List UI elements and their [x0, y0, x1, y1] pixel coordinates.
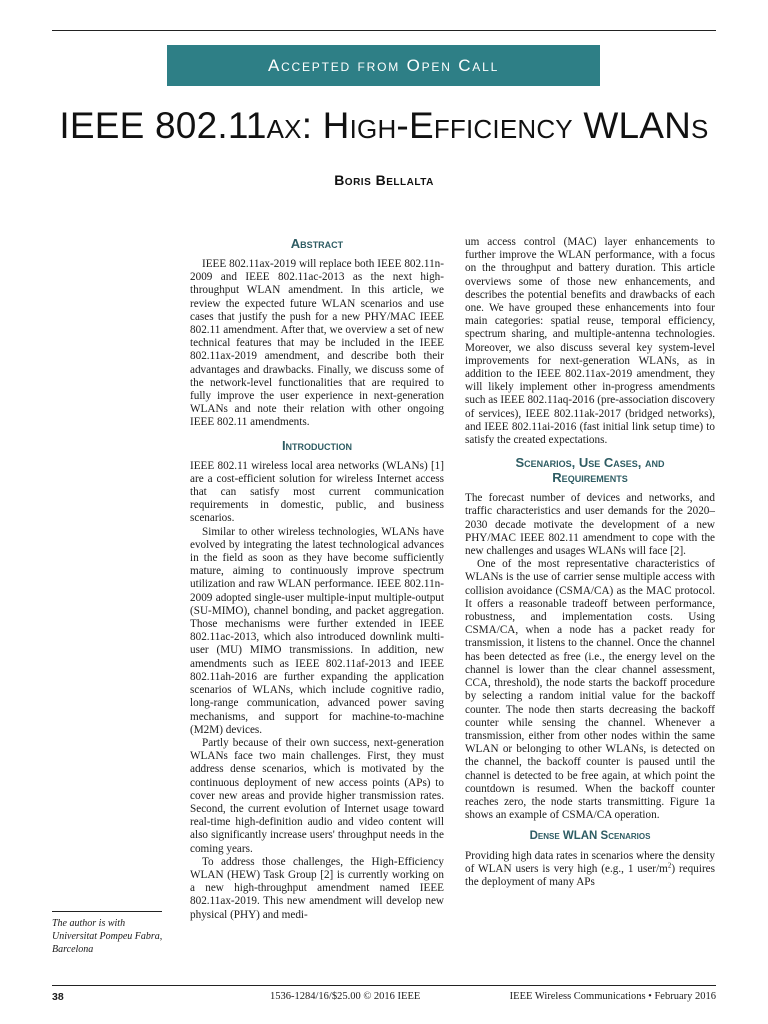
dense-text-b: ) requires the deployment of many APs — [465, 862, 716, 888]
dense-superscript: 2 — [667, 861, 672, 869]
page-number: 38 — [52, 991, 64, 1003]
top-rule — [52, 30, 716, 31]
intro-paragraph-2: Similar to other wireless technologies, WLANs have evolved by integrating the latest technological advances in the field as soon as they have become sufficiently mature, aiming to continuously improve spectrum utilization and raw WLAN performance. IEEE 802.11n-2009 adopted single-user multiple-input multiple-output (SU-MIMO), channel bonding, and packet aggregation. Those mechanisms were further extended in IEEE 802.11ac-2013, which also introduced downlink multi-user (MU) MIMO transmissions. In addition, new amendments such as IEEE 802.11af-2013 and IEEE 802.11ah-2016 are further expanding the application scenarios of WLANs, which include cognitive radio, long-range communication, advanced power saving mechanisms, and support for machine-to-machine (M2M) devices. — [190, 525, 444, 736]
abstract-heading: Abstract — [290, 236, 344, 251]
author-affiliation-note: The author is with Universitat Pompeu Fabra, Barcelona — [52, 918, 163, 955]
banner-label: Accepted from Open Call — [267, 55, 500, 75]
introduction-heading: Introduction — [281, 437, 353, 453]
scenarios-paragraph-2: One of the most representative characteristics of WLANs is the use of carrier sense multiple access with collision avoidance (CSMA/CA) as the MAC protocol. It offers a reasonable tradeoff between performance, robustness, and implementation costs. Using CSMA/CA, when a node has a packet ready for transmission, it listens to the channel. Once the channel has been detected as free (i.e., the energy level on the channel is lower than the clear channel assessment, CCA, threshold), the node starts the backoff procedure by selecting a random initial value for the backoff counter. The node then starts decreasing the backoff counter while sensing the channel. Whenever a transmission, either from other nodes within the same WLAN or belonging to other WLANs, is detected on the channel, the backoff counter is paused until the channel is detected to be free again, at which point the countdown is resumed. When the backoff counter reaches zero, the node starts transmitting. Figure 1a shows an example of CSMA/CA operation. — [465, 558, 715, 822]
dense-paragraph-1 — [465, 850, 715, 890]
intro-paragraph-3: Partly because of their own success, next-generation WLANs face two main challenges. First, they must address dense scenarios, which is motivated by the continuous deployment of new access points (APs) to cover new areas and provide higher transmission rates. Second, the current evolution of Internet usage toward real-time high-definition audio and video content will also significantly increase users' throughput needs in the coming years. — [190, 736, 444, 855]
abstract-text: IEEE 802.11ax-2019 will replace both IEEE 802.11n-2009 and IEEE 802.11ac-2013 as the next high-throughput WLAN amendment. In this article, we review the expected future WLAN scenarios and use cases that justify the push for a new PHY/MAC IEEE 802.11 amendment. After that, we overview a set of new technical features that may be included in the IEEE 802.11ax-2019 amendment, and describe both their advantages and drawbacks. Finally, we discuss some of the network-level functionalities that are required to fully improve the user experience in next-generation WLANs and note their relation with other ongoing IEEE 802.11 amendments. — [190, 258, 444, 429]
bottom-rule — [52, 985, 716, 986]
left-column — [190, 236, 444, 922]
scenarios-heading — [465, 455, 715, 485]
footnote-rule — [52, 911, 162, 912]
author-name: Boris Bellalta — [334, 172, 434, 188]
intro-paragraph-4-continued: um access control (MAC) layer enhancements to further improve the WLAN performance, with a focus on the throughput and battery duration. This article overviews some of those new enhancements, and describes the potential benefits and drawbacks of each one. We have grouped these enhancements into four main categories: spatial reuse, temporal efficiency, spectrum sharing, and multiple-antenna technologies. Moreover, we also discuss several key system-level improvements for next-generation WLANs, as in addition to the IEEE 802.11ax-2019 amendment, they will likely implement other in-progress amendments such as IEEE 802.11aq-2016 (pre-association discovery of services), IEEE 802.11ak-2017 (bridged networks), and IEEE 802.11ai-2016 (fast initial link setup time) to satisfy the created expectations. — [465, 236, 715, 447]
right-column — [465, 236, 715, 889]
dense-wlan-heading: Dense WLAN Scenarios — [529, 830, 651, 843]
scenarios-heading-line2: Requirements — [552, 470, 628, 486]
article-title: IEEE 802.11ax: High-Efficiency WLANs — [59, 105, 709, 146]
section-banner — [167, 45, 600, 86]
copyright-line: 1536-1284/16/$25.00 © 2016 IEEE — [270, 991, 421, 1002]
intro-paragraph-1: IEEE 802.11 wireless local area networks (WLANs) [1] are a cost-efficient solution for wireless Internet access that can satisfy most current communication requirements in domestic, public, and business scenarios. — [190, 459, 444, 525]
scenarios-heading-line1: Scenarios, Use Cases, and — [515, 455, 665, 471]
journal-info: IEEE Wireless Communications • February 2016 — [509, 991, 716, 1002]
intro-paragraph-4: To address those challenges, the High-Efficiency WLAN (HEW) Task Group [2] is currently working on a new high-throughput amendment named IEEE 802.11ax-2019. This new amendment will develop new physical (PHY) and medi- — [190, 855, 444, 921]
dense-text-a: Providing high data rates in scenarios where the density of WLAN users is very high (e.g., 1 user/m — [465, 849, 715, 875]
scenarios-paragraph-1: The forecast number of devices and networks, and traffic characteristics and user demands for the 2020–2030 decade motivate the development of a new PHY/MAC IEEE 802.11 amendment to cope with the new challenges and usages WLANs will face [2]. — [465, 492, 715, 558]
